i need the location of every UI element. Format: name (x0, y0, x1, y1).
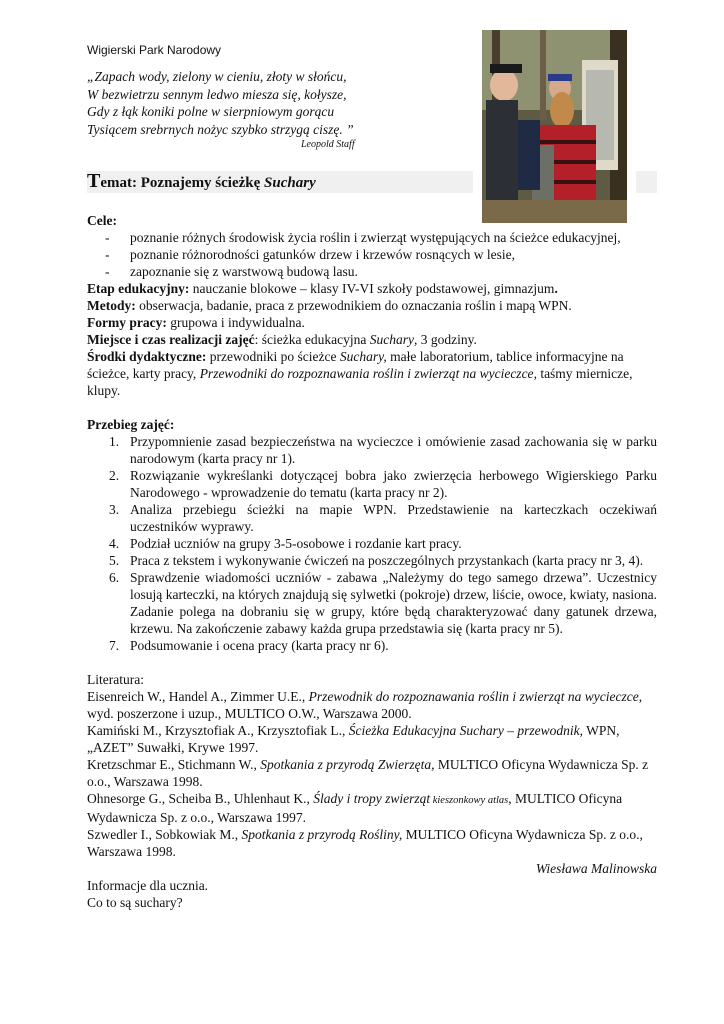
course-step (87, 552, 657, 569)
means-line (87, 348, 657, 399)
title-trail-name: Suchary (264, 175, 316, 191)
lit-subtitle: kieszonkowy atlas (430, 795, 509, 806)
step-text: Praca z tekstem i wykonywanie ćwiczeń na poszczególnych przystankach (karta pracy nr 3, 4). (130, 553, 644, 568)
means-guide-title: Przewodniki do rozpoznawania roślin i zwierząt na wycieczce (199, 366, 534, 381)
literature-label: Literatura: (87, 672, 144, 687)
stage-end: . (554, 281, 558, 296)
place-line (87, 331, 657, 348)
stage-line (87, 280, 657, 297)
lit-authors: Eisenreich W., Handel A., Zimmer U.E., (87, 689, 309, 704)
course-label: Przebieg zajęć: (87, 417, 175, 432)
lit-title: Ślady i tropy zwierząt (313, 791, 431, 806)
student-info-line: Informacje dla ucznia. (87, 878, 209, 893)
stage-label: Etap edukacyjny: (87, 281, 190, 296)
literature-item (87, 688, 657, 722)
page-title (87, 170, 316, 193)
course-step (87, 569, 657, 637)
step-text: Podział uczniów na grupy 3-5-osobowe i rozdanie kart pracy. (130, 536, 462, 551)
title-initial: T (87, 170, 101, 192)
poem-line: Tysiącem srebrnych nożyc szybko strzygą ciszę. ” (87, 121, 354, 137)
means-text: małe laboratorium, tablice informacyjne na ścieżce, karty pracy, (87, 349, 624, 381)
lit-authors: Kretzschmar E., Stichmann W., (87, 757, 261, 772)
literature-item (87, 756, 657, 790)
goals-label: Cele: (87, 213, 117, 228)
lit-authors: Szwedler I., Sobkowiak M., (87, 827, 242, 842)
goal-item: - poznanie różnorodności gatunków drzew i krzewów rosnących w lesie, (87, 246, 657, 263)
poem-author: Leopold Staff (301, 139, 355, 150)
forms-label: Formy pracy: (87, 315, 167, 330)
park-name-header: Wigierski Park Narodowy (87, 43, 222, 57)
course-step (87, 501, 657, 535)
poem-quote (87, 68, 355, 151)
title-main: Poznajemy ścieżkę (140, 175, 261, 191)
course-step (87, 433, 657, 467)
step-number: 2. (109, 468, 120, 483)
step-text: Sprawdzenie wiadomości uczniów - zabawa „Należymy do tego samego drzewa”. Uczestnicy losują karteczki, na których znajdują się sylwetki (pokroje) drzew, liście, owoce, kwiaty, nasiona. Zadanie polega na dobraniu się w grupy, które będą charakteryzować dany gatunek drzewa, krzewu. Na zakończenie zabawy każda grupa przedstawia się (karta pracy nr 5). (130, 570, 657, 636)
step-number: 7. (109, 638, 120, 653)
lit-publisher: MULTICO Oficyna Wydawnicza Sp. z o.o., Warszawa 1998. (87, 827, 643, 859)
lit-authors: Kamiński M., Krzysztofiak A., Krzysztofiak L., (87, 723, 349, 738)
place-text: : ścieżka edukacyjna (254, 332, 370, 347)
lesson-content (87, 212, 657, 911)
means-text: przewodniki po ścieżce (206, 349, 340, 364)
step-number: 1. (109, 434, 120, 449)
course-step (87, 637, 657, 654)
goal-item: - zapoznanie się z warstwową budową lasu. (87, 263, 657, 280)
means-trail-name: Suchary, (339, 349, 387, 364)
lit-publisher: WPN, „AZET” Suwałki, Krywe 1997. (87, 723, 620, 755)
place-time: , 3 godziny. (413, 332, 477, 347)
stage-text: nauczanie blokowe – klasy IV-VI szkoły podstawowej, gimnazjum (189, 281, 555, 296)
place-trail-name: Suchary (369, 332, 414, 347)
course-step (87, 535, 657, 552)
step-number: 6. (109, 570, 120, 585)
step-text: Rozwiązanie wykreślanki dotyczącej bobra jako zwierzęcia herbowego Wigierskiego Parku Narodowego - wprowadzenie do tematu (karta pracy nr 2). (130, 468, 657, 500)
lit-publisher: , MULTICO Oficyna Wydawnicza Sp. z o.o., Warszawa 1997. (87, 791, 623, 825)
literature-item (87, 722, 657, 756)
course-steps (87, 433, 657, 654)
goals-list (87, 229, 657, 280)
step-number: 4. (109, 536, 120, 551)
course-step (87, 467, 657, 501)
step-text: Przypomnienie zasad bezpieczeństwa na wycieczce i omówienie zasad zachowania się w parku narodowym (karta pracy nr 1). (130, 434, 657, 466)
lit-publisher: , wyd. poszerzone i uzup., MULTICO O.W., Warszawa 2000. (87, 689, 643, 721)
lit-authors: Ohnesorge G., Scheiba B., Uhlenhaut K., (87, 791, 314, 806)
step-number: 3. (109, 502, 120, 517)
question-line: Co to są suchary? (87, 895, 183, 910)
step-text: Podsumowanie i ocena pracy (karta pracy nr 6). (130, 638, 389, 653)
literature-item (87, 826, 657, 860)
lit-title: Przewodnik do rozpoznawania roślin i zwierząt na wycieczce (308, 689, 639, 704)
forms-text: grupowa i indywidualna. (166, 315, 305, 330)
poem-line: „Zapach wody, zielony w cieniu, złoty w słońcu, (87, 69, 347, 84)
lit-publisher: MULTICO Oficyna Wydawnicza Sp. z o.o., Warszawa 1998. (87, 757, 649, 789)
lit-title: Spotkania z przyrodą Zwierzęta, (260, 757, 435, 772)
title-background-right (636, 171, 657, 193)
step-text: Analiza przebiegu ścieżki na mapie WPN. Przedstawienie na karteczkach oczekiwań uczestników wyprawy. (130, 502, 657, 534)
means-text: , taśmy miernicze, klupy. (87, 366, 633, 398)
literature-item (87, 790, 657, 826)
means-label: Środki dydaktyczne: (87, 349, 207, 364)
step-number: 5. (109, 553, 120, 568)
methods-line (87, 297, 657, 314)
forms-line (87, 314, 657, 331)
poem-line: Gdy z łąk koniki polne w sierpniowym gorącu (87, 104, 335, 119)
title-label: emat: (100, 175, 137, 191)
goal-item: - poznanie różnych środowisk życia roślin i zwierząt występujących na ścieżce edukacyjnej, (87, 229, 657, 246)
place-label: Miejsce i czas realizacji zajęć (87, 332, 255, 347)
methods-text: obserwacja, badanie, praca z przewodnikiem do oznaczania roślin i mapą WPN. (135, 298, 572, 313)
methods-label: Metody: (87, 298, 136, 313)
lit-title: Ścieżka Edukacyjna Suchary – przewodnik, (348, 723, 584, 738)
lit-title: Spotkania z przyrodą Rośliny, (241, 827, 403, 842)
author-signature: Wiesława Malinowska (535, 861, 657, 876)
students-at-trail-board-photo (482, 30, 627, 223)
poem-line: W bezwietrzu sennym ledwo miesza się, kołysze, (87, 86, 347, 102)
